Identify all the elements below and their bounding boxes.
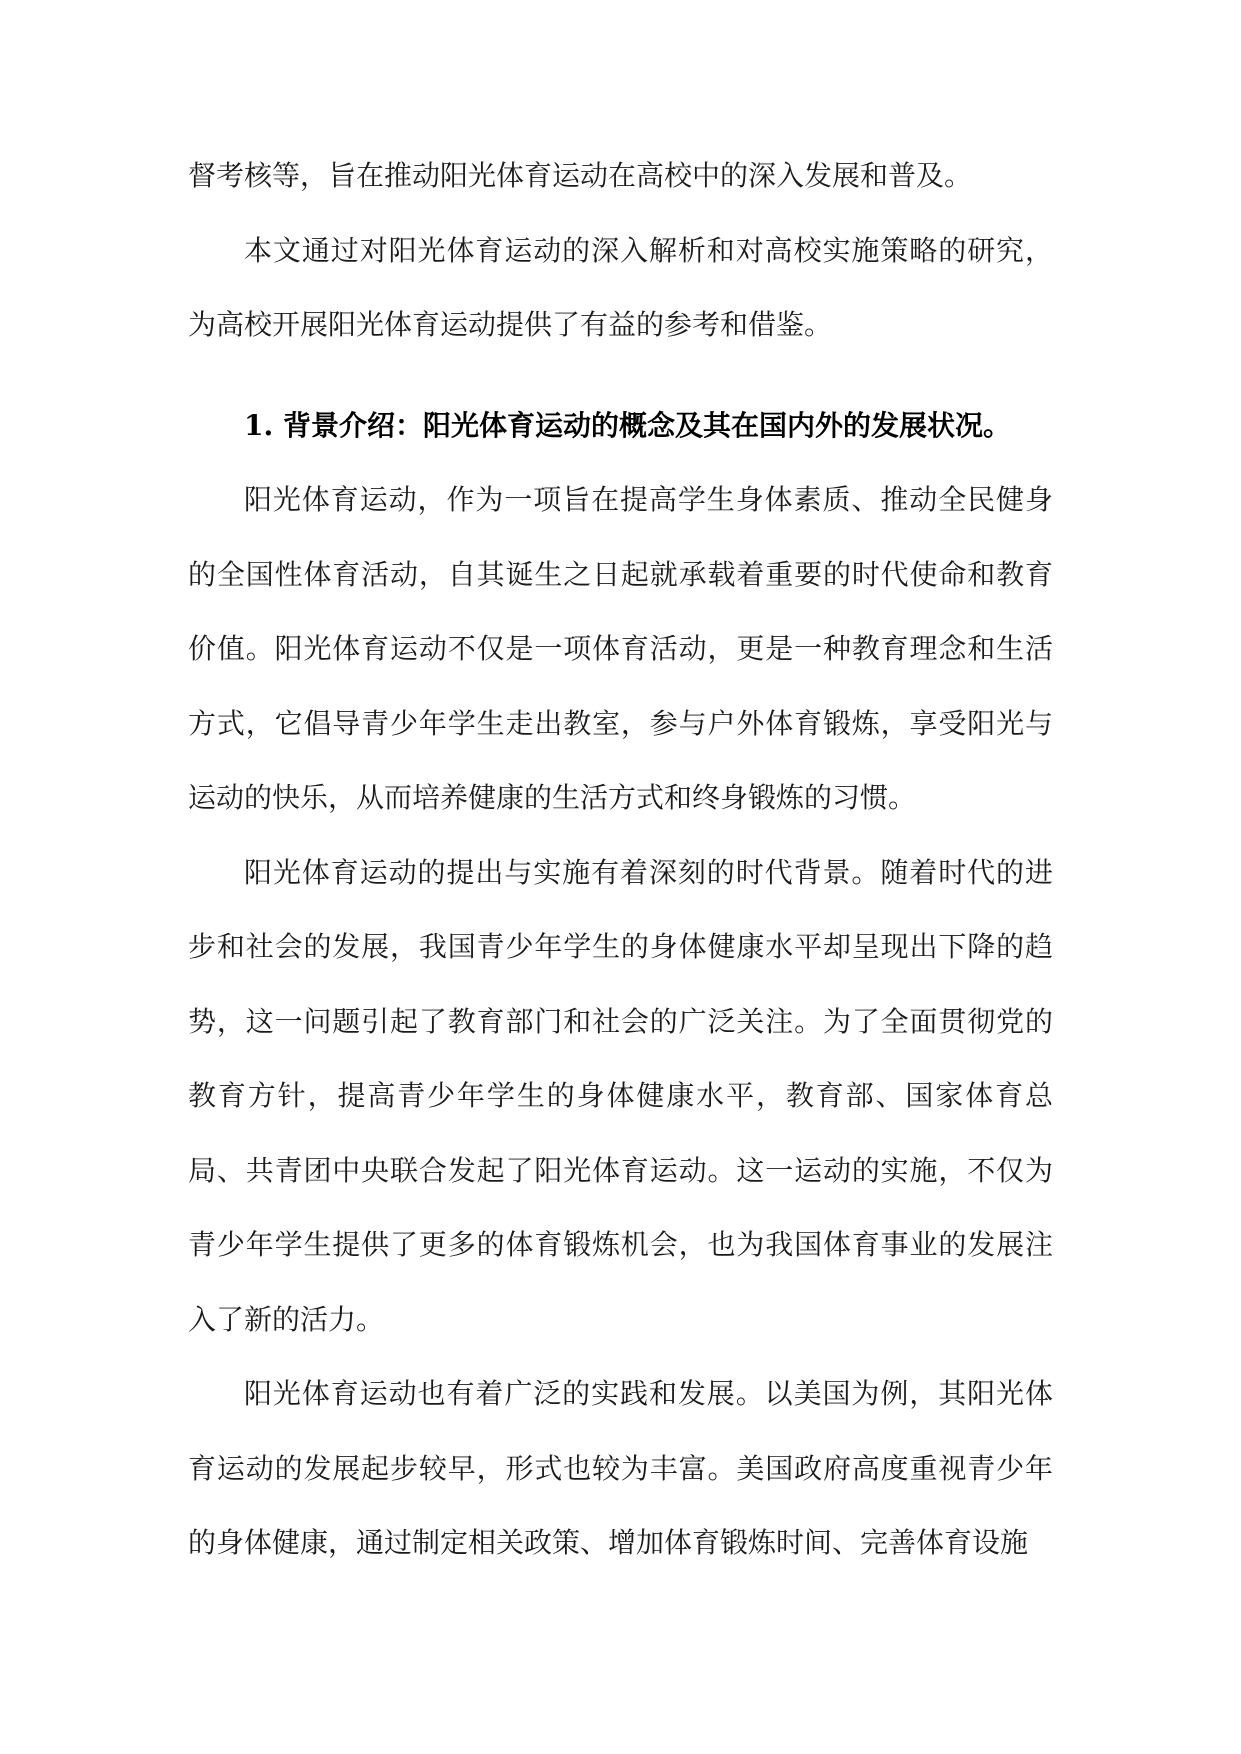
paragraph-international: 阳光体育运动也有着广泛的实践和发展。以美国为例，其阳光体育运动的发展起步较早，形式也较为丰富。美国政府高度重视青少年的身体健康，通过制定相关政策、增加体育锻炼时间、完善体育设施: [188, 1377, 1053, 1559]
paragraph-summary: 本文通过对阳光体育运动的深入解析和对高校实施策略的研究，为高校开展阳光体育运动提供了有益的参考和借鉴。: [188, 233, 1053, 341]
document-body: [188, 139, 1053, 1581]
section-heading: 1. 背景介绍：阳光体育运动的概念及其在国内外的发展状况。: [244, 408, 1011, 442]
paragraph-background: 阳光体育运动的提出与实施有着深刻的时代背景。随着时代的进步和社会的发展，我国青少年学生的身体健康水平却呈现出下降的趋势，这一问题引起了教育部门和社会的广泛关注。为了全面贯彻党的教育方针，提高青少年学生的身体健康水平，教育部、国家体育总局、共青团中央联合发起了阳光体育运动。这一运动的实施，不仅为青少年学生提供了更多的体育锻炼机会，也为我国体育事业的发展注入了新的活力。: [188, 855, 1053, 1336]
paragraph-continuation: 督考核等，旨在推动阳光体育运动在高校中的深入发展和普及。: [188, 159, 973, 192]
paragraph-concept: 阳光体育运动，作为一项旨在提高学生身体素质、推动全民健身的全国性体育活动，自其诞生之日起就承载着重要的时代使命和教育价值。阳光体育运动不仅是一项体育活动，更是一种教育理念和生活方式，它倡导青少年学生走出教室，参与户外体育锻炼，享受阳光与运动的快乐，从而培养健康的生活方式和终身锻炼的习惯。: [188, 483, 1053, 814]
